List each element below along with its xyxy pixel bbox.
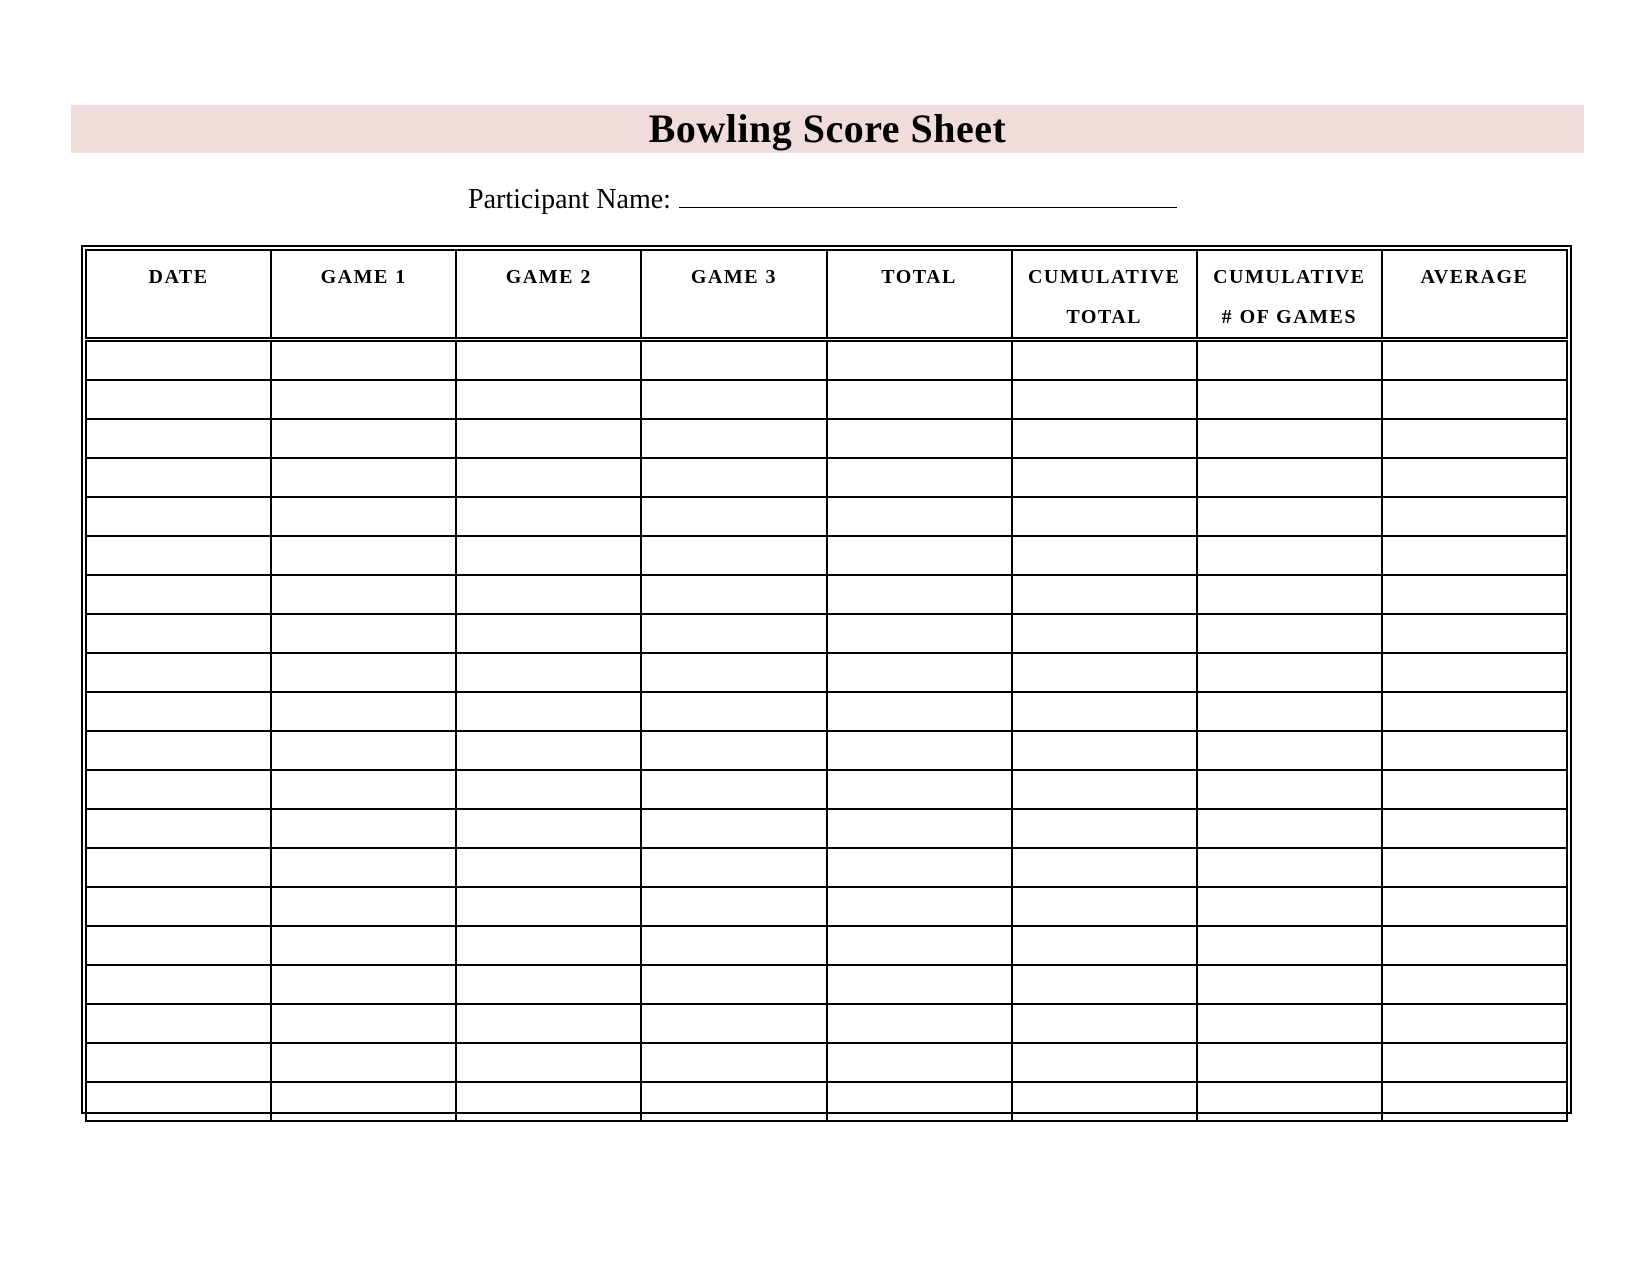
page-title: Bowling Score Sheet xyxy=(648,106,1007,151)
cell-game-2[interactable] xyxy=(456,1004,641,1043)
cell-cumulative-total[interactable] xyxy=(1012,458,1197,497)
cell-total[interactable] xyxy=(827,614,1012,653)
cell-cumulative-total[interactable] xyxy=(1012,965,1197,1004)
cell-average[interactable] xyxy=(1382,965,1567,1004)
cell-total[interactable] xyxy=(827,692,1012,731)
cell-game-1[interactable] xyxy=(271,1004,456,1043)
cell-game-2[interactable] xyxy=(456,926,641,965)
cell-average[interactable] xyxy=(1382,731,1567,770)
cell-average[interactable] xyxy=(1382,497,1567,536)
table-row xyxy=(86,926,1567,965)
table-row xyxy=(86,1004,1567,1043)
column-header-game-2: GAME 2 xyxy=(456,250,641,340)
cell-cumulative-games[interactable] xyxy=(1197,419,1382,458)
cell-cumulative-games[interactable] xyxy=(1197,497,1382,536)
cell-game-2[interactable] xyxy=(456,575,641,614)
cell-total[interactable] xyxy=(827,536,1012,575)
cell-average[interactable] xyxy=(1382,380,1567,419)
table-row xyxy=(86,536,1567,575)
cell-date[interactable] xyxy=(86,692,271,731)
cell-game-3[interactable] xyxy=(641,536,826,575)
cell-game-1[interactable] xyxy=(271,731,456,770)
cell-cumulative-games[interactable] xyxy=(1197,380,1382,419)
cell-date[interactable] xyxy=(86,1004,271,1043)
column-header-date: DATE xyxy=(86,250,271,340)
cell-total[interactable] xyxy=(827,1082,1012,1121)
score-table-frame xyxy=(81,245,1572,1114)
column-header-cumulative-total: CUMULATIVE TOTAL xyxy=(1012,250,1197,340)
cell-game-3[interactable] xyxy=(641,380,826,419)
cell-game-3[interactable] xyxy=(641,614,826,653)
cell-game-3[interactable] xyxy=(641,575,826,614)
cell-game-1[interactable] xyxy=(271,848,456,887)
column-header-cumulative-games: CUMULATIVE # OF GAMES xyxy=(1197,250,1382,340)
cell-average[interactable] xyxy=(1382,1043,1567,1082)
cell-cumulative-total[interactable] xyxy=(1012,614,1197,653)
cell-date[interactable] xyxy=(86,926,271,965)
cell-game-3[interactable] xyxy=(641,926,826,965)
cell-cumulative-total[interactable] xyxy=(1012,926,1197,965)
table-row xyxy=(86,575,1567,614)
cell-total[interactable] xyxy=(827,770,1012,809)
cell-game-3[interactable] xyxy=(641,653,826,692)
cell-date[interactable] xyxy=(86,575,271,614)
table-row xyxy=(86,1082,1567,1121)
table-row xyxy=(86,653,1567,692)
cell-game-2[interactable] xyxy=(456,340,641,381)
cell-total[interactable] xyxy=(827,965,1012,1004)
cell-game-3[interactable] xyxy=(641,1004,826,1043)
cell-total[interactable] xyxy=(827,848,1012,887)
cell-total[interactable] xyxy=(827,1004,1012,1043)
cell-game-3[interactable] xyxy=(641,731,826,770)
cell-average[interactable] xyxy=(1382,887,1567,926)
cell-game-1[interactable] xyxy=(271,614,456,653)
cell-cumulative-games[interactable] xyxy=(1197,536,1382,575)
cell-game-3[interactable] xyxy=(641,1043,826,1082)
score-table-body xyxy=(86,340,1567,1122)
cell-average[interactable] xyxy=(1382,809,1567,848)
cell-average[interactable] xyxy=(1382,1004,1567,1043)
cell-cumulative-total[interactable] xyxy=(1012,340,1197,381)
cell-game-2[interactable] xyxy=(456,419,641,458)
cell-cumulative-games[interactable] xyxy=(1197,731,1382,770)
cell-average[interactable] xyxy=(1382,536,1567,575)
cell-date[interactable] xyxy=(86,340,271,381)
cell-cumulative-total[interactable] xyxy=(1012,1043,1197,1082)
cell-date[interactable] xyxy=(86,770,271,809)
cell-game-2[interactable] xyxy=(456,731,641,770)
table-row xyxy=(86,809,1567,848)
cell-cumulative-total[interactable] xyxy=(1012,692,1197,731)
cell-game-2[interactable] xyxy=(456,653,641,692)
cell-total[interactable] xyxy=(827,926,1012,965)
cell-game-3[interactable] xyxy=(641,458,826,497)
cell-cumulative-total[interactable] xyxy=(1012,653,1197,692)
table-row xyxy=(86,497,1567,536)
cell-game-3[interactable] xyxy=(641,770,826,809)
cell-cumulative-total[interactable] xyxy=(1012,1082,1197,1121)
cell-average[interactable] xyxy=(1382,1082,1567,1121)
table-row xyxy=(86,965,1567,1004)
cell-game-2[interactable] xyxy=(456,1082,641,1121)
cell-cumulative-games[interactable] xyxy=(1197,1004,1382,1043)
cell-average[interactable] xyxy=(1382,848,1567,887)
column-header-game-3: GAME 3 xyxy=(641,250,826,340)
cell-total[interactable] xyxy=(827,653,1012,692)
column-header-total: TOTAL xyxy=(827,250,1012,340)
cell-cumulative-games[interactable] xyxy=(1197,926,1382,965)
cell-cumulative-games[interactable] xyxy=(1197,575,1382,614)
table-row xyxy=(86,380,1567,419)
table-row xyxy=(86,458,1567,497)
cell-cumulative-games[interactable] xyxy=(1197,1082,1382,1121)
cell-game-2[interactable] xyxy=(456,614,641,653)
cell-game-2[interactable] xyxy=(456,1043,641,1082)
cell-average[interactable] xyxy=(1382,653,1567,692)
cell-game-1[interactable] xyxy=(271,887,456,926)
cell-average[interactable] xyxy=(1382,458,1567,497)
cell-date[interactable] xyxy=(86,419,271,458)
table-row xyxy=(86,731,1567,770)
cell-total[interactable] xyxy=(827,340,1012,381)
cell-game-1[interactable] xyxy=(271,926,456,965)
cell-cumulative-games[interactable] xyxy=(1197,653,1382,692)
table-row xyxy=(86,692,1567,731)
cell-date[interactable] xyxy=(86,497,271,536)
cell-game-1[interactable] xyxy=(271,1043,456,1082)
cell-game-3[interactable] xyxy=(641,692,826,731)
cell-game-3[interactable] xyxy=(641,965,826,1004)
cell-cumulative-total[interactable] xyxy=(1012,419,1197,458)
table-row xyxy=(86,419,1567,458)
cell-date[interactable] xyxy=(86,848,271,887)
cell-game-2[interactable] xyxy=(456,887,641,926)
cell-cumulative-total[interactable] xyxy=(1012,731,1197,770)
table-row xyxy=(86,340,1567,381)
cell-game-1[interactable] xyxy=(271,965,456,1004)
cell-game-1[interactable] xyxy=(271,809,456,848)
cell-cumulative-games[interactable] xyxy=(1197,340,1382,381)
cell-cumulative-games[interactable] xyxy=(1197,692,1382,731)
column-header-game-1: GAME 1 xyxy=(271,250,456,340)
cell-game-1[interactable] xyxy=(271,653,456,692)
cell-cumulative-games[interactable] xyxy=(1197,965,1382,1004)
participant-name-label: Participant Name: xyxy=(468,184,671,215)
cell-total[interactable] xyxy=(827,575,1012,614)
cell-game-1[interactable] xyxy=(271,1082,456,1121)
cell-cumulative-games[interactable] xyxy=(1197,770,1382,809)
participant-name-field xyxy=(468,181,1177,217)
cell-cumulative-games[interactable] xyxy=(1197,848,1382,887)
cell-game-3[interactable] xyxy=(641,848,826,887)
cell-game-1[interactable] xyxy=(271,575,456,614)
table-row xyxy=(86,770,1567,809)
cell-date[interactable] xyxy=(86,965,271,1004)
cell-game-1[interactable] xyxy=(271,380,456,419)
cell-total[interactable] xyxy=(827,809,1012,848)
header-row xyxy=(86,250,1567,340)
cell-date[interactable] xyxy=(86,653,271,692)
cell-game-2[interactable] xyxy=(456,497,641,536)
cell-average[interactable] xyxy=(1382,419,1567,458)
cell-game-1[interactable] xyxy=(271,692,456,731)
cell-game-1[interactable] xyxy=(271,419,456,458)
cell-total[interactable] xyxy=(827,380,1012,419)
cell-average[interactable] xyxy=(1382,770,1567,809)
table-row xyxy=(86,887,1567,926)
title-band xyxy=(71,105,1584,153)
cell-cumulative-games[interactable] xyxy=(1197,458,1382,497)
table-row xyxy=(86,1043,1567,1082)
table-row xyxy=(86,614,1567,653)
cell-total[interactable] xyxy=(827,419,1012,458)
cell-cumulative-total[interactable] xyxy=(1012,848,1197,887)
cell-game-1[interactable] xyxy=(271,536,456,575)
participant-name-blank-line[interactable] xyxy=(679,181,1177,208)
cell-game-1[interactable] xyxy=(271,458,456,497)
cell-date[interactable] xyxy=(86,1043,271,1082)
cell-cumulative-total[interactable] xyxy=(1012,575,1197,614)
column-header-average: AVERAGE xyxy=(1382,250,1567,340)
cell-cumulative-total[interactable] xyxy=(1012,380,1197,419)
cell-game-2[interactable] xyxy=(456,809,641,848)
cell-game-1[interactable] xyxy=(271,770,456,809)
cell-cumulative-total[interactable] xyxy=(1012,887,1197,926)
cell-average[interactable] xyxy=(1382,692,1567,731)
cell-cumulative-games[interactable] xyxy=(1197,614,1382,653)
cell-cumulative-games[interactable] xyxy=(1197,1043,1382,1082)
cell-date[interactable] xyxy=(86,380,271,419)
cell-cumulative-total[interactable] xyxy=(1012,497,1197,536)
cell-date[interactable] xyxy=(86,887,271,926)
cell-game-2[interactable] xyxy=(456,965,641,1004)
cell-cumulative-total[interactable] xyxy=(1012,770,1197,809)
cell-date[interactable] xyxy=(86,731,271,770)
cell-game-2[interactable] xyxy=(456,380,641,419)
cell-game-2[interactable] xyxy=(456,770,641,809)
cell-game-2[interactable] xyxy=(456,458,641,497)
cell-game-2[interactable] xyxy=(456,536,641,575)
cell-cumulative-games[interactable] xyxy=(1197,887,1382,926)
cell-cumulative-total[interactable] xyxy=(1012,536,1197,575)
cell-game-1[interactable] xyxy=(271,340,456,381)
cell-average[interactable] xyxy=(1382,340,1567,381)
cell-cumulative-games[interactable] xyxy=(1197,809,1382,848)
score-table xyxy=(85,249,1568,1122)
cell-average[interactable] xyxy=(1382,926,1567,965)
cell-total[interactable] xyxy=(827,887,1012,926)
cell-date[interactable] xyxy=(86,809,271,848)
table-row xyxy=(86,848,1567,887)
cell-game-3[interactable] xyxy=(641,887,826,926)
cell-game-3[interactable] xyxy=(641,809,826,848)
cell-game-3[interactable] xyxy=(641,419,826,458)
cell-date[interactable] xyxy=(86,536,271,575)
cell-game-2[interactable] xyxy=(456,692,641,731)
cell-cumulative-total[interactable] xyxy=(1012,1004,1197,1043)
cell-date[interactable] xyxy=(86,458,271,497)
cell-game-3[interactable] xyxy=(641,340,826,381)
cell-total[interactable] xyxy=(827,497,1012,536)
cell-date[interactable] xyxy=(86,1082,271,1121)
cell-game-2[interactable] xyxy=(456,848,641,887)
cell-total[interactable] xyxy=(827,731,1012,770)
cell-total[interactable] xyxy=(827,1043,1012,1082)
cell-average[interactable] xyxy=(1382,575,1567,614)
cell-date[interactable] xyxy=(86,614,271,653)
cell-game-3[interactable] xyxy=(641,497,826,536)
cell-game-1[interactable] xyxy=(271,497,456,536)
cell-cumulative-total[interactable] xyxy=(1012,809,1197,848)
cell-game-3[interactable] xyxy=(641,1082,826,1121)
cell-total[interactable] xyxy=(827,458,1012,497)
cell-average[interactable] xyxy=(1382,614,1567,653)
